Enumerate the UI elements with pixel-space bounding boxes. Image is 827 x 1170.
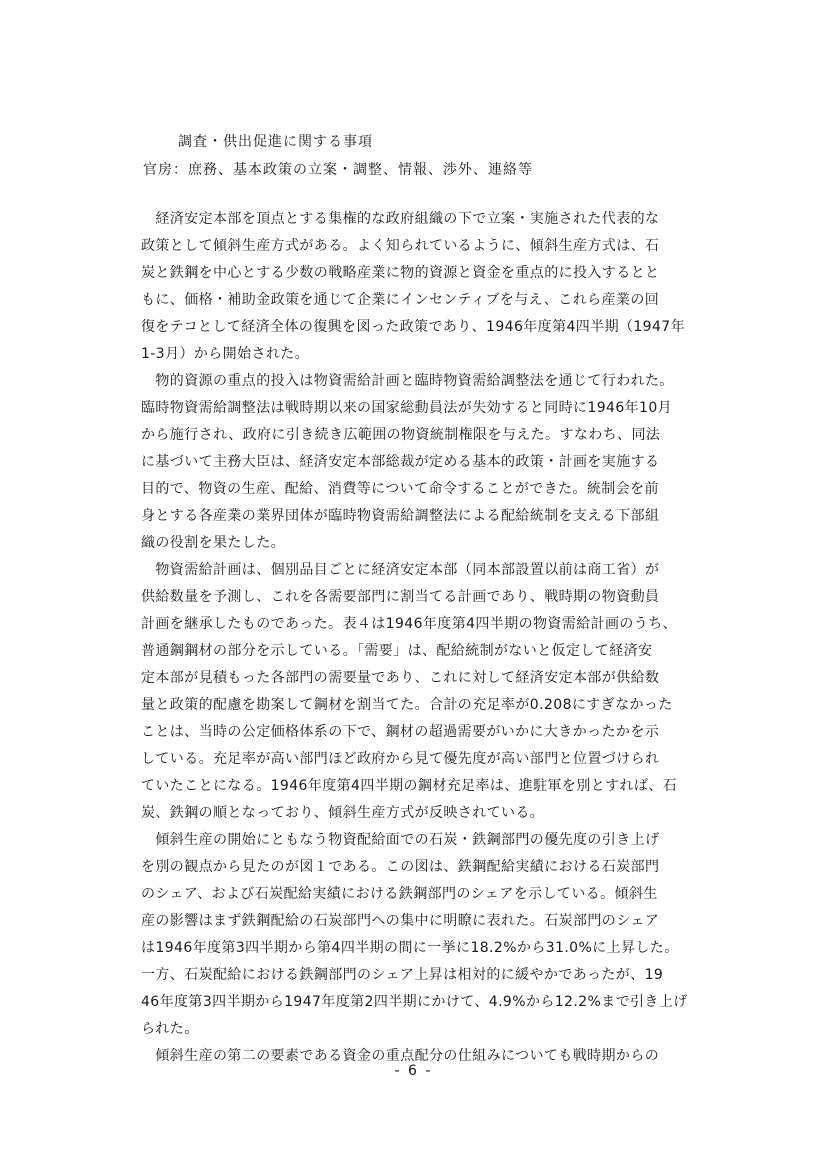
page-number: - 6 - — [394, 1063, 433, 1079]
text-line: ことは、当時の公定価格体系の下で、鋼材の超過需要がいかに大きかったかを示 — [141, 724, 660, 740]
paragraph — [141, 206, 721, 368]
text-line: を別の観点から見たのが図１である。この図は、鉄鋼配給実績における石炭部門 — [141, 859, 660, 875]
text-line: は1946年度第3四半期から第4四半期の間に一挙に18.2%から31.0%に上昇した。 — [141, 940, 679, 956]
text-line: に基づいて主務大臣は、経済安定本部総裁が定める基本的政策・計画を実施する — [141, 454, 660, 470]
text-line: 復をテコとして経済全体の復興を図った政策であり、1946年度第4四半期（1947年 — [141, 319, 686, 335]
text-line: 目的で、物資の生産、配給、消費等について命令することができた。統制会を前 — [141, 481, 659, 497]
header-item-survey: 調査・供出促進に関する事項 — [178, 134, 373, 150]
text-line: 一方、石炭配給における鉄鋼部門のシェア上昇は相対的に緩やかであったが、19 — [141, 967, 664, 983]
paragraph — [141, 827, 721, 1043]
paragraph — [141, 557, 721, 827]
text-line: 物資需給計画は、個別品目ごとに経済安定本部（同本部設置以前は商工省）が — [141, 562, 660, 578]
text-line: ていたことになる。1946年度第4四半期の鋼材充足率は、進駐軍を別とすれば、石 — [141, 778, 678, 794]
text-line: 物的資源の重点的投入は物資需給計画と臨時物資需給調整法を通じて行われた。 — [141, 373, 674, 389]
text-line: 傾斜生産の開始にともなう物資配給面での石炭・鉄鋼部門の優先度の引き上げ — [141, 832, 660, 848]
text-line: から施行され、政府に引き続き広範囲の物資統制権限を与えた。すなわち、同法 — [141, 427, 661, 443]
text-line: 量と政策的配慮を勘案して鋼材を割当てた。合計の充足率が0.208にすぎなかった — [141, 697, 673, 713]
text-line: 傾斜生産の第二の要素である資金の重点配分の仕組みについても戦時期からの — [141, 1048, 660, 1064]
text-line: 1-3月）から開始された。 — [141, 346, 310, 362]
text-line: もに、価格・補助金政策を通じて企業にインセンティブを与え、これら産業の回 — [141, 292, 660, 308]
text-line: 織の役割を果たした。 — [141, 535, 285, 551]
text-line: 普通鋼鋼材の部分を示している。「需要」は、配給統制がないと仮定して経済安 — [141, 643, 653, 659]
text-line: 46年度第3四半期から1947年度第2四半期にかけて、4.9%から12.2%まで引き上げ — [141, 994, 688, 1010]
text-line: 供給数量を予測し、これを各需要部門に割当てる計画であり、戦時期の物資動員 — [141, 589, 660, 605]
text-line: している。充足率が高い部門ほど政府から見て優先度が高い部門と位置づけられ — [141, 751, 660, 767]
header-item-secretariat: 官房：庶務、基本政策の立案・調整、情報、渉外、連絡等 — [143, 162, 533, 178]
text-line: 炭と鉄鋼を中心とする少数の戦略産業に物的資源と資金を重点的に投入するとと — [141, 265, 660, 281]
text-line: 臨時物資需給調整法は戦時期以来の国家総動員法が失効すると同時に1946年10月 — [141, 400, 673, 416]
text-line: 政策として傾斜生産方式がある。よく知られているように、傾斜生産方式は、石 — [141, 238, 660, 254]
text-line: 炭、鉄鋼の順となっており、傾斜生産方式が反映されている。 — [141, 805, 545, 821]
text-line: 身とする各産業の業界団体が臨時物資需給調整法による配給統制を支える下部組 — [141, 508, 660, 524]
text-line: 計画を継承したものであった。表４は1946年度第4四半期の物資需給計画のうち、 — [141, 616, 677, 632]
text-line: のシェア、および石炭配給実績における鉄鋼部門のシェアを示している。傾斜生 — [141, 886, 658, 902]
text-line: 産の影響はまず鉄鋼配給の石炭部門への集中に明瞭に表れた。石炭部門のシェア — [141, 913, 660, 929]
body-text — [141, 206, 721, 1070]
text-line: 定本部が見積もった各部門の需要量であり、これに対して経済安定本部が供給数 — [141, 670, 660, 686]
text-line: 経済安定本部を頂点とする集権的な政府組織の下で立案・実施された代表的な — [141, 211, 660, 227]
paragraph — [141, 368, 721, 557]
text-line: られた。 — [141, 1021, 199, 1037]
